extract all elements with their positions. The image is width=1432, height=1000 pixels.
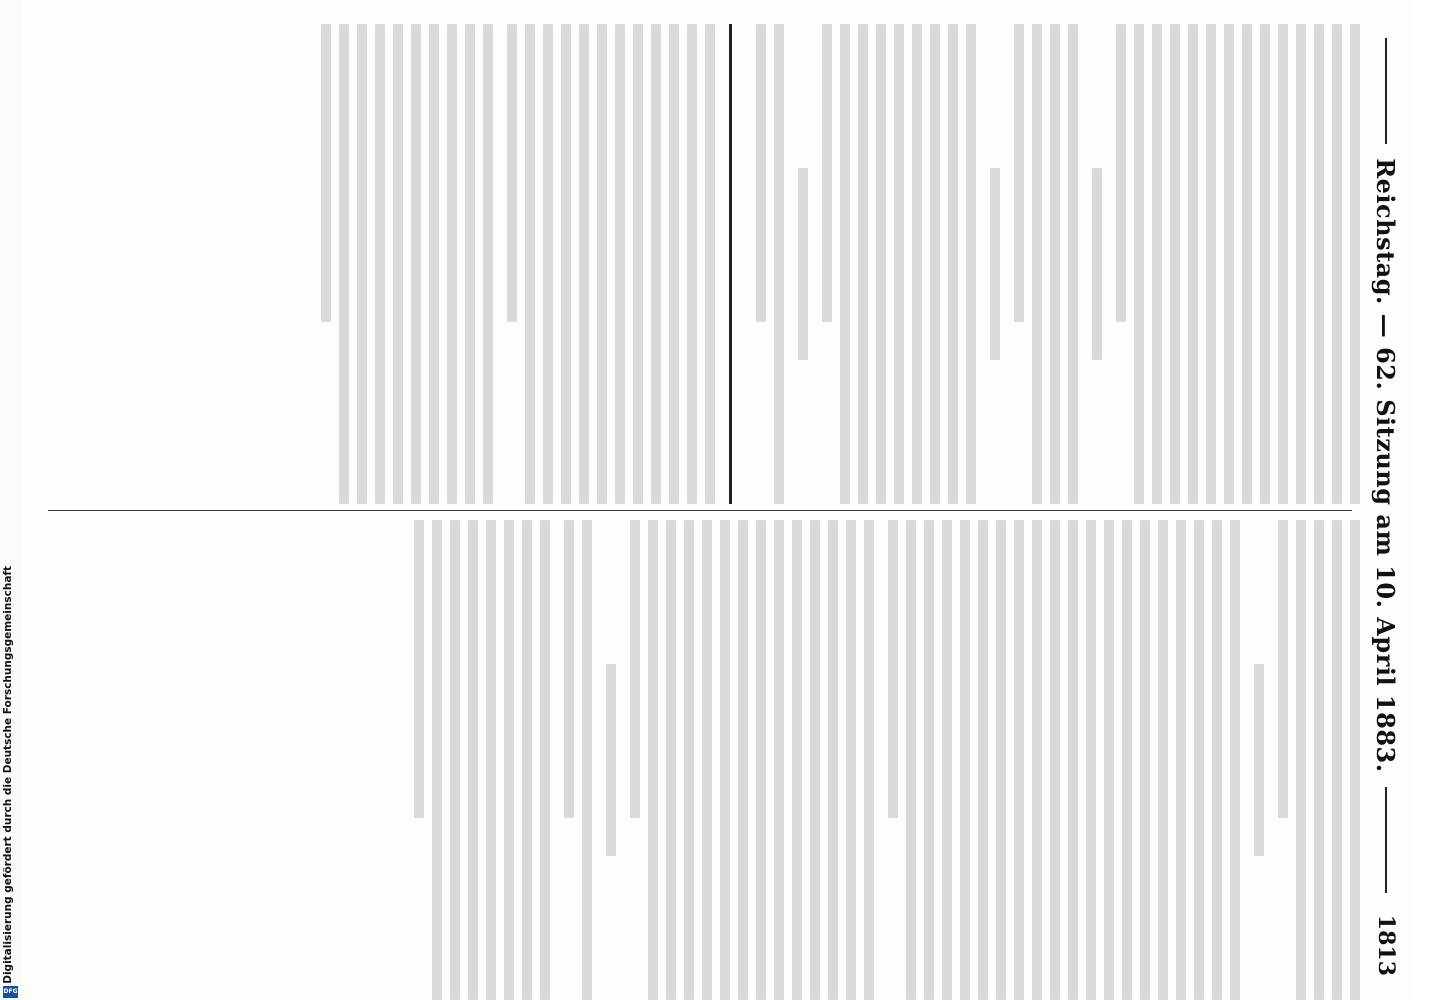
text-line-placeholder — [738, 520, 748, 1000]
text-line-placeholder — [906, 520, 916, 1000]
text-line-placeholder — [990, 168, 1000, 360]
text-line-placeholder — [1194, 520, 1204, 1000]
column-separator — [48, 510, 1352, 511]
text-line-placeholder — [822, 24, 832, 322]
text-line-placeholder — [996, 520, 1006, 1000]
text-line-placeholder — [1134, 24, 1144, 504]
text-line-placeholder — [894, 24, 904, 504]
text-line-placeholder — [1332, 24, 1342, 504]
column-right — [40, 520, 1360, 1000]
text-line-placeholder — [606, 664, 616, 856]
text-line-placeholder — [1254, 664, 1264, 856]
text-line-placeholder — [1296, 520, 1306, 1000]
text-line-placeholder — [669, 24, 679, 504]
text-line-placeholder — [429, 24, 439, 504]
text-line-placeholder — [978, 520, 988, 1000]
running-head-title: Reichstag. — 62. Sitzung am 10. April 1883. — [1371, 158, 1401, 773]
text-line-placeholder — [948, 24, 958, 504]
text-line-placeholder — [1122, 520, 1132, 1000]
text-line-placeholder — [1050, 24, 1060, 504]
text-line-placeholder — [1242, 24, 1252, 504]
text-line-placeholder — [828, 520, 838, 1000]
text-line-placeholder — [651, 24, 661, 504]
text-line-placeholder — [543, 24, 553, 504]
text-line-placeholder — [756, 520, 766, 1000]
text-line-placeholder — [1206, 24, 1216, 504]
text-line-placeholder — [774, 24, 784, 504]
text-line-placeholder — [1296, 24, 1306, 504]
text-line-placeholder — [1152, 24, 1162, 504]
text-line-placeholder — [756, 24, 766, 322]
text-line-placeholder — [942, 520, 952, 1000]
text-line-placeholder — [876, 24, 886, 504]
text-line-placeholder — [1116, 24, 1126, 322]
text-line-placeholder — [525, 24, 535, 504]
text-line-placeholder — [858, 24, 868, 504]
text-line-placeholder — [864, 520, 874, 1000]
text-line-placeholder — [630, 520, 640, 818]
text-line-placeholder — [468, 520, 478, 1000]
text-line-placeholder — [966, 24, 976, 504]
digitization-credit: Digitalisierung gefördert durch die Deutsche Forschungsgemeinschaft — [2, 566, 14, 984]
text-line-placeholder — [1278, 520, 1288, 818]
text-line-placeholder — [846, 520, 856, 1000]
text-line-placeholder — [810, 520, 820, 1000]
text-line-placeholder — [1068, 24, 1078, 504]
text-line-placeholder — [561, 24, 571, 504]
text-line-placeholder — [1188, 24, 1198, 504]
running-head — [1368, 24, 1404, 976]
text-line-placeholder — [504, 520, 514, 1000]
text-line-placeholder — [564, 520, 574, 818]
text-line-placeholder — [465, 24, 475, 504]
text-line-placeholder — [1350, 24, 1360, 504]
head-rule-left — [1385, 38, 1387, 144]
text-line-placeholder — [720, 520, 730, 1000]
text-line-placeholder — [1158, 520, 1168, 1000]
text-line-placeholder — [447, 24, 457, 504]
dfg-logo: DFG — [3, 986, 18, 998]
text-line-placeholder — [792, 520, 802, 1000]
text-line-placeholder — [687, 24, 697, 504]
text-line-placeholder — [582, 520, 592, 1000]
text-line-placeholder — [924, 520, 934, 1000]
rotated-page-container — [22, 0, 1412, 1000]
text-line-placeholder — [1176, 520, 1186, 1000]
text-line-placeholder — [615, 24, 625, 504]
text-line-placeholder — [393, 24, 403, 504]
text-line-placeholder — [357, 24, 367, 504]
text-line-placeholder — [432, 520, 442, 1000]
text-line-placeholder — [1032, 24, 1042, 504]
text-line-placeholder — [486, 520, 496, 1000]
text-line-placeholder — [414, 520, 424, 818]
text-line-placeholder — [1014, 24, 1024, 322]
text-line-placeholder — [375, 24, 385, 504]
digitization-credit-strip — [0, 0, 22, 1000]
text-line-placeholder — [411, 24, 421, 504]
text-line-placeholder — [1092, 168, 1102, 360]
text-line-placeholder — [930, 24, 940, 504]
text-line-placeholder — [1332, 520, 1342, 1000]
text-line-placeholder — [1086, 520, 1096, 1000]
text-line-placeholder — [597, 24, 607, 504]
text-line-placeholder — [1230, 520, 1240, 1000]
text-line-placeholder — [1032, 520, 1042, 1000]
section-rule — [729, 24, 732, 504]
page-number: 1813 — [1373, 914, 1399, 977]
text-line-placeholder — [1212, 520, 1222, 1000]
text-line-placeholder — [1314, 520, 1324, 1000]
text-line-placeholder — [522, 520, 532, 1000]
text-line-placeholder — [1104, 520, 1114, 1000]
text-line-placeholder — [774, 520, 784, 1000]
text-line-placeholder — [1014, 520, 1024, 1000]
text-line-placeholder — [1224, 24, 1234, 504]
text-line-placeholder — [507, 24, 517, 322]
text-line-placeholder — [1350, 520, 1360, 1000]
text-line-placeholder — [1170, 24, 1180, 504]
text-line-placeholder — [888, 520, 898, 818]
text-line-placeholder — [450, 520, 460, 1000]
text-line-placeholder — [1068, 520, 1078, 1000]
text-line-placeholder — [579, 24, 589, 504]
text-line-placeholder — [684, 520, 694, 1000]
text-line-placeholder — [321, 24, 331, 322]
text-line-placeholder — [1260, 24, 1270, 504]
head-rule-right — [1385, 787, 1387, 893]
text-line-placeholder — [1314, 24, 1324, 504]
text-line-placeholder — [702, 520, 712, 1000]
text-line-placeholder — [648, 520, 658, 1000]
column-left — [40, 24, 1360, 504]
text-line-placeholder — [1140, 520, 1150, 1000]
text-line-placeholder — [1050, 520, 1060, 1000]
text-line-placeholder — [705, 24, 715, 504]
text-columns — [40, 24, 1360, 976]
text-line-placeholder — [540, 520, 550, 1000]
text-line-placeholder — [960, 520, 970, 1000]
text-line-placeholder — [633, 24, 643, 504]
text-line-placeholder — [912, 24, 922, 504]
scanned-page — [22, 0, 1412, 1000]
text-line-placeholder — [798, 168, 808, 360]
text-line-placeholder — [483, 24, 493, 504]
text-line-placeholder — [339, 24, 349, 504]
text-line-placeholder — [1278, 24, 1288, 504]
text-line-placeholder — [840, 24, 850, 504]
text-line-placeholder — [666, 520, 676, 1000]
